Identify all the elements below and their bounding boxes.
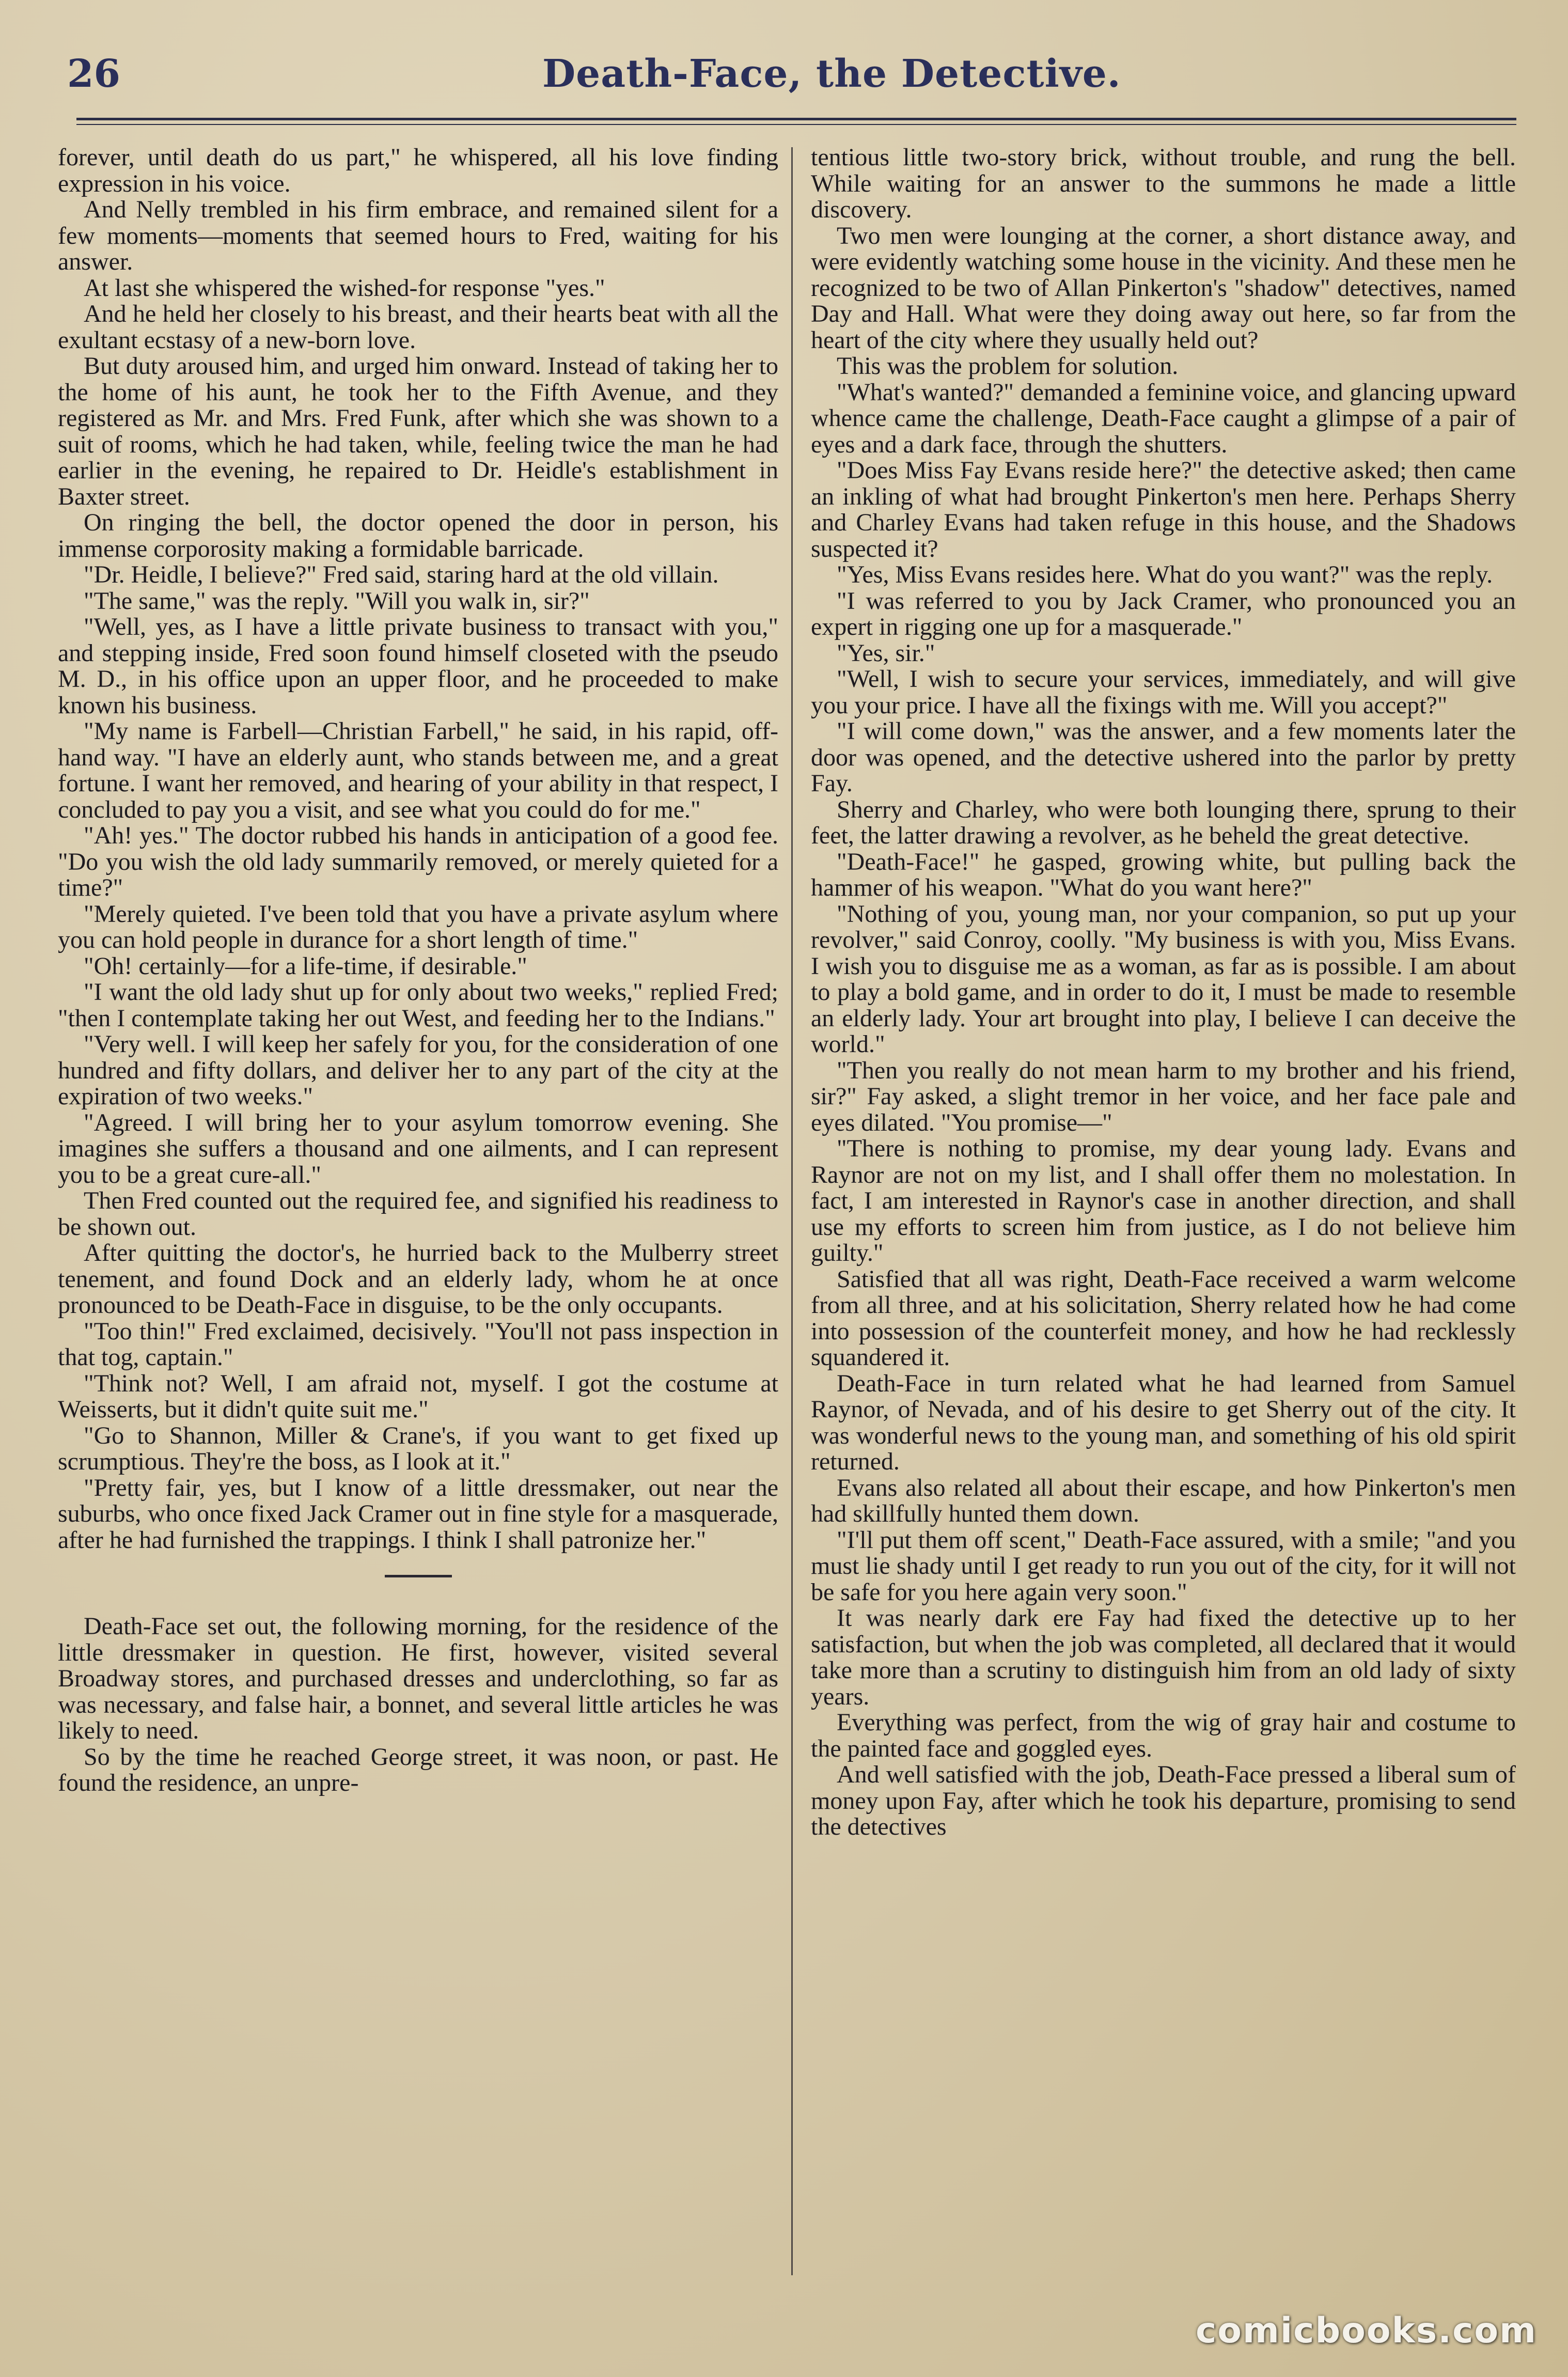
paragraph: "Yes, Miss Evans resides here. What do you want?" was the reply. [837, 561, 1493, 588]
scene-break-rule [385, 1575, 452, 1577]
paragraph: At last she whispered the wished-for response "yes." [84, 274, 605, 302]
column-divider [791, 147, 793, 2275]
right-column [811, 145, 1516, 2298]
paragraph: "Nothing of you, young man, nor your companion, so put up your revolver," said Conroy, coolly. "My business is with you, Miss Evans. I wish you to disguise me as a woman, as far as is possible. I am about to play a bold game, and in order to do it, I must be made to resemble an elderly lady. Your art brought into play, I believe I can deceive the world." [811, 900, 1516, 1058]
page-number: 26 [67, 52, 120, 96]
paragraph: "The same," was the reply. "Will you walk in, sir?" [84, 587, 590, 615]
paragraph: "Think not? Well, I am afraid not, myself. I got the costume at Weisserts, but it didn't quite suit me." [58, 1369, 778, 1423]
paragraph: "Well, I wish to secure your services, immediately, and will give you your price. I have all the fixings with me. Will you accept?" [811, 665, 1516, 719]
paragraph: After quitting the doctor's, he hurried back to the Mulberry street tenement, and found Dock and an elderly lady, whom he at once pronounced to be Death-Face in disguise, to be the only occupants. [58, 1239, 778, 1319]
paragraph: Death-Face set out, the following morning, for the residence of the little dressmaker in question. He first, however, visited several Broadway stores, and purchased dresses and underclothing, so far as was necessary, and false hair, a bonnet, and several little articles he was likely to need. [58, 1613, 778, 1744]
paragraph: "Oh! certainly—for a life-time, if desirable." [84, 952, 527, 980]
paragraph: It was nearly dark ere Fay had fixed the detective up to her satisfaction, but when the job was completed, all declared that it would take more than a scrutiny to distinguish him from an old lady of sixty years. [811, 1604, 1516, 1710]
paragraph: And he held her closely to his breast, and their hearts beat with all the exultant ecstasy of a new-born love. [58, 300, 778, 354]
paragraph: "Ah! yes." The doctor rubbed his hands in anticipation of a good fee. "Do you wish the old lady summarily removed, or merely quieted for a time?" [58, 822, 778, 901]
paragraph: Everything was perfect, from the wig of gray hair and costume to the painted face and goggled eyes. [811, 1709, 1516, 1762]
paragraph: "Go to Shannon, Miller & Crane's, if you want to get fixed up scrumptious. They're the boss, as I look at it." [58, 1421, 778, 1475]
paragraph: This was the problem for solution. [837, 352, 1179, 380]
paragraph: "Too thin!" Fred exclaimed, decisively. "You'll not pass inspection in that tog, captain." [58, 1317, 778, 1371]
paragraph: "I was referred to you by Jack Cramer, who pronounced you an expert in rigging one up for a masquerade." [811, 587, 1516, 640]
paragraph: "Yes, sir." [837, 639, 935, 667]
paragraph: And well satisfied with the job, Death-Face pressed a liberal sum of money upon Fay, after which he took his departure, promising to send the detectives [811, 1761, 1516, 1840]
paragraph: "Very well. I will keep her safely for you, for the consideration of one hundred and fifty dollars, and deliver her to any part of the city at the expiration of two weeks." [58, 1030, 778, 1110]
paragraph: "Dr. Heidle, I believe?" Fred said, staring hard at the old villain. [84, 561, 719, 588]
paragraph: tentious little two-story brick, without trouble, and rung the bell. While waiting for an answer to the summons he made a little discovery. [811, 145, 1516, 223]
paragraph: Then Fred counted out the required fee, and signified his readiness to be shown out. [58, 1187, 778, 1241]
paragraph: On ringing the bell, the doctor opened the door in person, his immense corporosity making a formidable barricade. [58, 509, 778, 562]
header-rule [76, 118, 1516, 120]
paragraph: "I will come down," was the answer, and a few moments later the door was opened, and the detective ushered into the parlor by pretty Fay. [811, 717, 1516, 797]
paragraph: So by the time he reached George street, it was noon, or past. He found the residence, an unpre- [58, 1743, 778, 1796]
paragraph: "I'll put them off scent," Death-Face assured, with a smile; "and you must lie shady until I get ready to run you out of the city, for it will not be safe for you here again very soon." [811, 1526, 1516, 1606]
paragraph: "Merely quieted. I've been told that you have a private asylum where you can hold people in durance for a short length of time." [58, 900, 778, 953]
running-title: Death-Face, the Detective. [542, 52, 1121, 96]
paragraph: "Well, yes, as I have a little private business to transact with you," and stepping inside, Fred soon found himself closeted with the pseudo M. D., in his office upon an upper floor, and he proceeded to make known his business. [58, 613, 778, 719]
header-rule-thin [76, 124, 1516, 125]
paragraph: "Agreed. I will bring her to your asylum tomorrow evening. She imagines she suffers a thousand and one ailments, and I can represent you to be a great cure-all." [58, 1108, 778, 1188]
paragraph: "There is nothing to promise, my dear young lady. Evans and Raynor are not on my list, and I shall offer them no molestation. In fact, I am interested in Raynor's case in another direction, and shall use my efforts to screen him from justice, as I do not believe him guilty." [811, 1135, 1516, 1266]
paragraph: Death-Face in turn related what he had learned from Samuel Raynor, of Nevada, and of his desire to get Sherry out of the city. It was wonderful news to the young man, and something of his old spirit returned. [811, 1369, 1516, 1475]
paragraph: "Then you really do not mean harm to my brother and his friend, sir?" Fay asked, a slight tremor in her voice, and her face pale and eyes dilated. "You promise—" [811, 1056, 1516, 1136]
page-header [67, 52, 1513, 108]
paragraph: Evans also related all about their escape, and how Pinkerton's men had skillfully hunted them down. [811, 1474, 1516, 1527]
watermark-logo: comicbooks.com [1195, 2310, 1537, 2351]
paragraph: "Death-Face!" he gasped, growing white, but pulling back the hammer of his weapon. "What do you want here?" [811, 848, 1516, 901]
paragraph: "Pretty fair, yes, but I know of a little dressmaker, out near the suburbs, who once fixed Jack Cramer out in fine style for a masquerade, after he had furnished the trappings. I think I shall patronize her." [58, 1474, 778, 1554]
paragraph: "Does Miss Fay Evans reside here?" the detective asked; then came an inkling of what had brought Pinkerton's men here. Perhaps Sherry and Charley Evans had taken refuge in this house, and the Shadows suspected it? [811, 457, 1516, 562]
paragraph: forever, until death do us part," he whispered, all his love finding expression in his voice. [58, 145, 778, 197]
paragraph: But duty aroused him, and urged him onward. Instead of taking her to the home of his aunt, he took her to the Fifth Avenue, and they registered as Mr. and Mrs. Fred Funk, after which she was shown to a suit of rooms, which he had taken, while, feeling twice the man he had earlier in the evening, he repaired to Dr. Heidle's establishment in Baxter street. [58, 352, 778, 510]
paragraph: "I want the old lady shut up for only about two weeks," replied Fred; "then I contemplate taking her out West, and feeding her to the Indians." [58, 978, 778, 1032]
paragraph: "My name is Farbell—Christian Farbell," he said, in his rapid, off-hand way. "I have an elderly aunt, who stands between me, and a great fortune. I want her removed, and hearing of your ability in that respect, I concluded to pay you a visit, and see what you could do for me." [58, 717, 778, 823]
paragraph: Two men were lounging at the corner, a short distance away, and were evidently watching some house in the vicinity. And these men he recognized to be two of Allan Pinkerton's "shadow" detectives, named Day and Hall. What were they doing away out here, so far from the heart of the city where they usually held out? [811, 222, 1516, 354]
paragraph: And Nelly trembled in his firm embrace, and remained silent for a few moments—moments that seemed hours to Fred, waiting for his answer. [58, 196, 778, 275]
paragraph: "What's wanted?" demanded a feminine voice, and glancing upward whence came the challenge, Death-Face caught a glimpse of a pair of eyes and a dark face, through the shutters. [811, 378, 1516, 458]
paragraph: Sherry and Charley, who were both lounging there, sprung to their feet, the latter drawing a revolver, as he beheld the great detective. [811, 795, 1516, 849]
left-column [58, 145, 778, 2298]
paragraph: Satisfied that all was right, Death-Face received a warm welcome from all three, and at his solicitation, Sherry related how he had come into possession of the counterfeit money, and how he had recklessly squandered it. [811, 1265, 1516, 1371]
